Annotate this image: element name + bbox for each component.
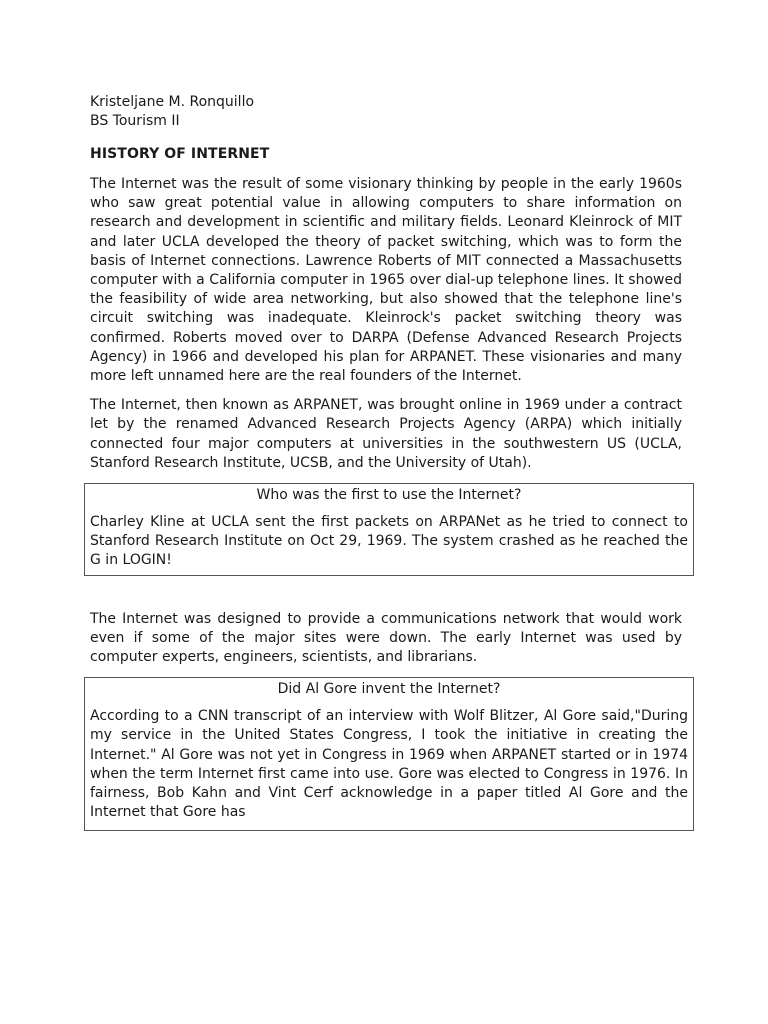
callout-box-first-user (84, 483, 694, 576)
callout-box-al-gore (84, 677, 694, 831)
course-name: BS Tourism II (90, 113, 180, 129)
callout-question: Did Al Gore invent the Internet? (277, 681, 501, 698)
paragraph-2: The Internet, then known as ARPANET, was brought online in 1969 under a contract let by the renamed Advanced Research Projects Agency (ARPA) which initially connected four major computers at universities in the southwestern US (UCLA, Stanford Research Institute, UCSB, and the University of Utah). (90, 397, 682, 471)
author-name: Kristeljane M. Ronquillo (90, 94, 255, 110)
paragraph-3: The Internet was designed to provide a communications network that would work even if some of the major sites were down. The early Internet was used by computer experts, engineers, scientists, and librarians. (90, 610, 682, 666)
document-title: HISTORY OF INTERNET (90, 146, 270, 162)
paragraph-1: The Internet was the result of some visionary thinking by people in the early 1960s who saw great potential value in allowing computers to share information on research and development in scientific and military fields. Leonard Kleinrock of MIT and later UCLA developed the theory of packet switching, which was to form the basis of Internet connections. Lawrence Roberts of MIT connected a Massachusetts computer with a California computer in 1965 over dial-up telephone lines. It showed the feasibility of wide area networking, but also showed that the telephone line's circuit switching was inadequate. Kleinrock's packet switching theory was confirmed. Roberts moved over to DARPA (Defense Advanced Research Projects Agency) in 1966 and developed his plan for ARPANET. These visionaries and many more left unnamed here are the real founders of the Internet. (90, 176, 682, 385)
callout-answer: According to a CNN transcript of an interview with Wolf Blitzer, Al Gore said,"During my service in the United States Congress, I took the initiative in creating the Internet." Al Gore was not yet in Congress in 1969 when ARPANET started or in 1974 when the term Internet first came into use. Gore was elected to Congress in 1976. In fairness, Bob Kahn and Vint Cerf acknowledge in a paper titled Al Gore and the Internet that Gore has (90, 708, 688, 821)
callout-answer: Charley Kline at UCLA sent the first packets on ARPANet as he tried to connect to Stanford Research Institute on Oct 29, 1969. The system crashed as he reached the G in LOGIN! (90, 514, 688, 569)
callout-question: Who was the first to use the Internet? (256, 487, 522, 504)
spacer (90, 586, 682, 610)
